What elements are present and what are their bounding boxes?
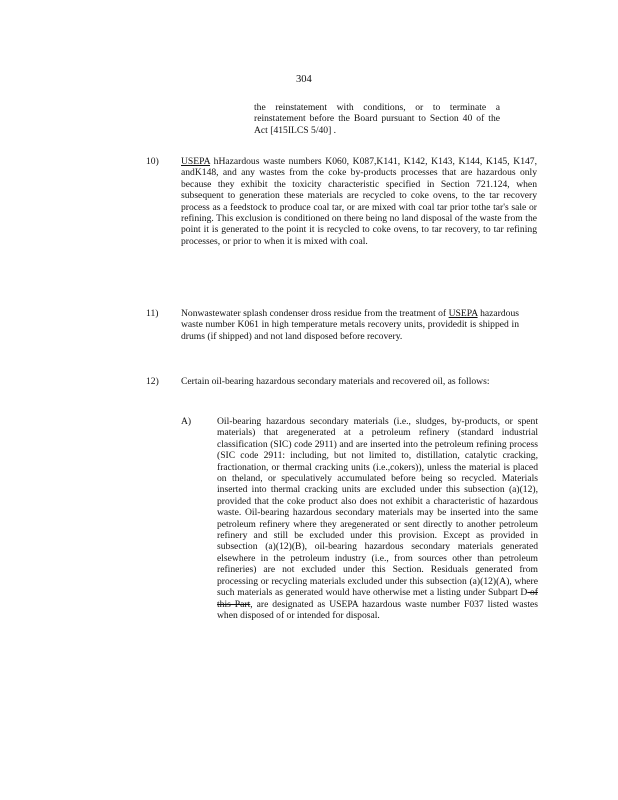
item-10-paragraph bbox=[181, 156, 537, 247]
item-10-text: hHazardous waste numbers K060, K087,K141, K142, K143, K144, K145, K147, andK148, and any wastes from the coke by-products processes that are hazardous only because they exhibit the toxicity characteristic specified in Section 721.124, when subsequent to generation these materials are recycled to coke ovens, to the tar recovery process as a feedstock to produce coal tar, or are mixed with coal tar prior tothe tar's sale or refining. This exclusion is conditioned on there being no land disposal of the waste from the point it is generated to the point it is recycled to coke ovens, to tar recovery, to tar refining processes, or prior to when it is mixed with coal. bbox=[181, 156, 537, 247]
intro-paragraph bbox=[254, 102, 500, 136]
item-11-text-a: Nonwastewater splash condenser dross residue from the treatment of bbox=[181, 308, 449, 319]
intro-text: the reinstatement with conditions, or to terminate a reinstatement before the Board pursuant to Section 40 of the Act [415ILCS 5/40] bbox=[254, 102, 500, 136]
item-12-text: Certain oil-bearing hazardous secondary materials and recovered oil, as follows: bbox=[181, 376, 490, 387]
item-11-usepa: USEPA bbox=[448, 308, 478, 319]
item-10-usepa: USEPA bbox=[181, 156, 210, 167]
item-11-label: 11) bbox=[146, 308, 159, 319]
item-a-strikeout: of this Part bbox=[217, 587, 538, 610]
item-12-paragraph bbox=[181, 376, 537, 387]
item-a-label: A) bbox=[181, 416, 192, 427]
item-12-label: 12) bbox=[146, 376, 159, 387]
item-a-text-b: , are designated as USEPA hazardous waste number F037 listed wastes when disposed of or intended for disposal. bbox=[217, 598, 538, 621]
item-a-text-a: Oil-bearing hazardous secondary materials (i.e., sludges, by-products, or spent materials) that aregenerated at a petroleum refinery (standard industrial classification (SIC) code 2911) and are inserted into the petroleum refining process (SIC code 2911: including, but not limited to, distillation, catalytic cracking, fractionation, or thermal cracking units (i.e.,cokers)), unless the material is placed on theland, or speculatively accumulated before being so recycled. Materials inserted into thermal cracking units are excluded under this subsection (a)(12), provided that the coke product also does not exhibit a characteristic of hazardous waste. Oil-bearing hazardous secondary materials may be inserted into the same petroleum refinery where they aregenerated or sent directly to another petroleum refinery and still be excluded under this provision. Except as provided in subsection (a)(12)(B), oil-bearing hazardous secondary materials generated elsewhere in the petroleum industry (i.e., from sources other than petroleum refineries) are not excluded under this Section. Residuals generated from processing or recycling materials excluded under this subsection (a)(12)(A), where such materials as generated would have otherwise met a listing under Subpart D bbox=[217, 416, 538, 599]
intro-text-end: . bbox=[331, 124, 337, 136]
page-number: 304 bbox=[296, 74, 312, 85]
item-11-text-b: hazardous waste number K061 in high temperature metals recovery units, providedit is shipped in drums (if shipped) and not land disposed before recovery. bbox=[181, 308, 519, 342]
item-a-paragraph bbox=[217, 416, 538, 621]
item-11-paragraph bbox=[181, 308, 519, 342]
item-10-label: 10) bbox=[146, 156, 159, 167]
